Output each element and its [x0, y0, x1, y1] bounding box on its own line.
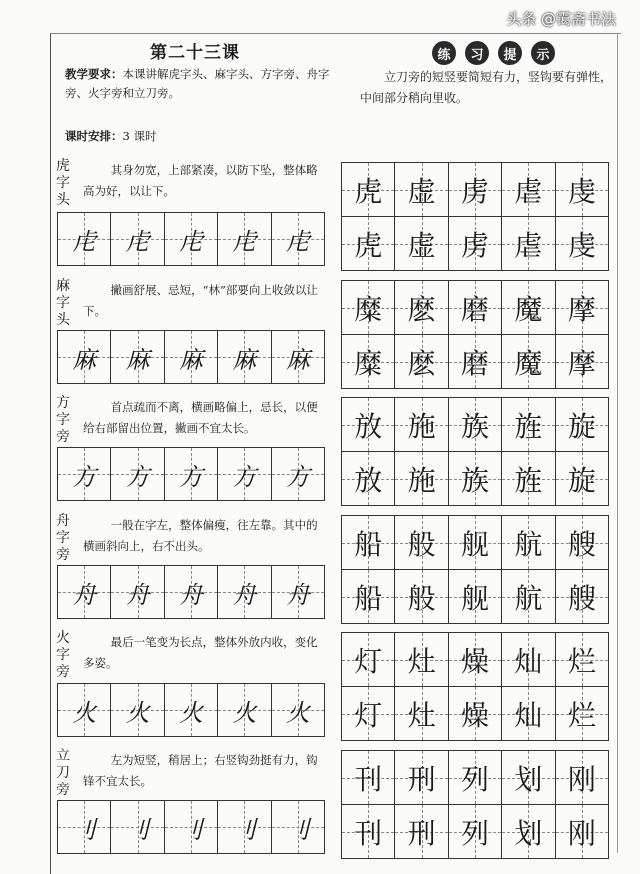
example-character: 旌: [514, 463, 543, 497]
radical-glyph: 麻: [179, 345, 204, 374]
radical-glyph: 方: [72, 462, 97, 491]
grid-cell: [165, 684, 218, 736]
grid-cell: [449, 570, 502, 623]
radical-glyph: 虍: [72, 227, 97, 256]
radical-glyph: 刂: [125, 815, 150, 844]
example-character: 虏: [461, 174, 490, 208]
example-row: [342, 281, 608, 335]
example-character: 族: [461, 463, 490, 497]
tips-badge: 习: [465, 41, 489, 65]
example-characters-grid: [341, 632, 609, 741]
grid-cell: [556, 452, 608, 505]
grid-cell: [449, 452, 502, 505]
grid-cell: [556, 281, 608, 334]
radical-glyph: 火: [72, 698, 97, 727]
grid-cell: [342, 335, 395, 388]
grid-cell: [58, 213, 111, 265]
radical-glyph: 火: [125, 698, 150, 727]
grid-cell: [556, 805, 608, 858]
grid-cell: [342, 805, 395, 858]
radical-label: 火字旁: [56, 630, 70, 680]
example-character: 船: [354, 527, 383, 561]
radical-practice-row: [57, 800, 325, 854]
radical-glyph: 虍: [125, 227, 150, 256]
example-character: 航: [514, 527, 543, 561]
grid-cell: [502, 335, 555, 388]
example-character: 虔: [567, 228, 596, 262]
example-character: 舰: [461, 527, 490, 561]
example-character: 糜: [354, 346, 383, 380]
example-character: 旋: [567, 409, 596, 443]
example-character: 舰: [461, 581, 490, 615]
radical-glyph: 麻: [125, 345, 150, 374]
grid-cell: [342, 751, 395, 804]
grid-cell: [502, 751, 555, 804]
lesson-title: 第二十三课: [150, 43, 240, 63]
radical-glyph: 方: [179, 462, 204, 491]
grid-cell: [111, 684, 164, 736]
grid-cell: [342, 633, 395, 686]
example-characters-grid: [341, 162, 609, 271]
grid-cell: [395, 805, 448, 858]
radical-glyph: 麻: [72, 345, 97, 374]
grid-cell: [165, 566, 218, 618]
grid-cell: [449, 751, 502, 804]
example-character: 虐: [514, 228, 543, 262]
example-character: 麽: [407, 346, 436, 380]
example-character: 列: [461, 762, 490, 796]
grid-cell: [342, 398, 395, 451]
example-character: 虎: [354, 174, 383, 208]
grid-cell: [395, 452, 448, 505]
grid-cell: [272, 801, 324, 853]
grid-cell: [272, 448, 324, 500]
grid-cell: [449, 633, 502, 686]
grid-cell: [58, 566, 111, 618]
tips-badge: 练: [432, 41, 456, 65]
example-character: 施: [407, 463, 436, 497]
example-character: 刑: [407, 762, 436, 796]
example-character: 磨: [461, 292, 490, 326]
example-character: 刑: [407, 816, 436, 850]
grid-cell: [342, 163, 395, 216]
grid-cell: [395, 398, 448, 451]
grid-cell: [218, 213, 271, 265]
example-character: 列: [461, 816, 490, 850]
example-character: 磨: [461, 346, 490, 380]
tips-badge: 示: [531, 41, 555, 65]
radical-glyph: 刂: [232, 815, 257, 844]
radical-glyph: 麻: [285, 345, 310, 374]
grid-cell: [58, 331, 111, 383]
grid-cell: [272, 684, 324, 736]
grid-cell: [165, 801, 218, 853]
grid-cell: [342, 452, 395, 505]
grid-cell: [342, 570, 395, 623]
example-row: [342, 516, 608, 570]
grid-cell: [395, 687, 448, 740]
radical-glyph: 虍: [179, 227, 204, 256]
radical-glyph: 方: [285, 462, 310, 491]
grid-cell: [111, 448, 164, 500]
radical-practice-row: [57, 447, 325, 501]
grid-cell: [449, 217, 502, 270]
radical-practice-row: [57, 683, 325, 737]
radical-glyph: 刂: [179, 815, 204, 844]
example-row: [342, 570, 608, 623]
grid-cell: [395, 633, 448, 686]
example-character: 划: [514, 816, 543, 850]
example-character: 烂: [567, 644, 596, 678]
radical-glyph: 虍: [285, 227, 310, 256]
example-character: 虚: [407, 228, 436, 262]
example-character: 摩: [567, 292, 596, 326]
radical-label: 麻字头: [56, 278, 70, 328]
grid-cell: [449, 163, 502, 216]
radical-glyph: 方: [232, 462, 257, 491]
grid-cell: [111, 331, 164, 383]
grid-cell: [218, 566, 271, 618]
grid-cell: [395, 163, 448, 216]
grid-cell: [342, 687, 395, 740]
radical-glyph: 麻: [232, 345, 257, 374]
example-row: [342, 687, 608, 740]
tips-badge: 提: [498, 41, 522, 65]
example-character: 灿: [514, 698, 543, 732]
example-character: 摩: [567, 346, 596, 380]
radical-glyph: 虍: [232, 227, 257, 256]
example-character: 麽: [407, 292, 436, 326]
grid-cell: [556, 163, 608, 216]
example-character: 虔: [567, 174, 596, 208]
example-character: 放: [354, 409, 383, 443]
grid-cell: [218, 331, 271, 383]
example-character: 糜: [354, 292, 383, 326]
radical-description: 撇画舒展、忌短，“林”部要向上收敛以让下。: [83, 283, 318, 318]
radical-glyph: 刂: [285, 815, 310, 844]
grid-cell: [395, 570, 448, 623]
page-border-right: [617, 33, 618, 853]
grid-cell: [342, 516, 395, 569]
example-character: 航: [514, 581, 543, 615]
example-character: 烂: [567, 698, 596, 732]
grid-cell: [502, 452, 555, 505]
grid-cell: [111, 801, 164, 853]
grid-cell: [556, 633, 608, 686]
grid-cell: [502, 398, 555, 451]
grid-cell: [272, 331, 324, 383]
grid-cell: [395, 751, 448, 804]
example-characters-grid: [341, 280, 609, 389]
example-character: 灯: [354, 698, 383, 732]
radical-glyph: 方: [125, 462, 150, 491]
example-row: [342, 452, 608, 505]
radical-description: 首点疏而不离，横画略偏上，忌长，以便给右部留出位置，撇画不宜太长。: [83, 400, 318, 435]
example-character: 虎: [354, 228, 383, 262]
radical-glyph: 火: [285, 698, 310, 727]
grid-cell: [502, 633, 555, 686]
radical-glyph: 刂: [72, 815, 97, 844]
radical-description: 最后一笔变为长点，整体外放内收，变化多姿。: [83, 635, 318, 670]
example-row: [342, 751, 608, 805]
example-row: [342, 335, 608, 388]
grid-cell: [556, 516, 608, 569]
watermark: 头条 @霭斋书法: [506, 10, 616, 28]
grid-cell: [218, 684, 271, 736]
example-character: 艘: [567, 581, 596, 615]
grid-cell: [449, 335, 502, 388]
radical-description: 一般在字左，整体偏瘦，往左靠。其中的横画斜向上，右不出头。: [83, 518, 318, 553]
grid-cell: [58, 684, 111, 736]
grid-cell: [342, 281, 395, 334]
practice-tips-heading: [432, 41, 555, 65]
example-character: 旋: [567, 463, 596, 497]
example-character: 般: [407, 581, 436, 615]
example-characters-grid: [341, 515, 609, 624]
grid-cell: [272, 566, 324, 618]
example-character: 刚: [567, 762, 596, 796]
teaching-requirements: [65, 65, 340, 103]
grid-cell: [218, 448, 271, 500]
example-character: 虚: [407, 174, 436, 208]
grid-cell: [502, 570, 555, 623]
grid-cell: [395, 516, 448, 569]
radical-practice-row: [57, 212, 325, 266]
example-characters-grid: [341, 750, 609, 859]
grid-cell: [449, 805, 502, 858]
example-character: 般: [407, 527, 436, 561]
grid-cell: [449, 398, 502, 451]
radical-label: 方字旁: [56, 395, 70, 445]
grid-cell: [58, 801, 111, 853]
schedule-label: 课时安排：: [65, 129, 123, 143]
radical-label: 立刀旁: [56, 748, 70, 798]
example-character: 灿: [514, 644, 543, 678]
example-character: 刊: [354, 816, 383, 850]
grid-cell: [58, 448, 111, 500]
grid-cell: [556, 398, 608, 451]
grid-cell: [449, 516, 502, 569]
grid-cell: [165, 448, 218, 500]
grid-cell: [556, 217, 608, 270]
grid-cell: [556, 751, 608, 804]
example-character: 放: [354, 463, 383, 497]
example-character: 虏: [461, 228, 490, 262]
grid-cell: [395, 335, 448, 388]
example-character: 船: [354, 581, 383, 615]
example-character: 旌: [514, 409, 543, 443]
example-row: [342, 217, 608, 270]
example-character: 刚: [567, 816, 596, 850]
radical-practice-row: [57, 330, 325, 384]
grid-cell: [502, 281, 555, 334]
example-character: 虐: [514, 174, 543, 208]
grid-cell: [165, 213, 218, 265]
grid-cell: [502, 217, 555, 270]
example-characters-grid: [341, 397, 609, 506]
example-character: 刊: [354, 762, 383, 796]
grid-cell: [449, 281, 502, 334]
requirements-label: 教学要求：: [65, 67, 123, 81]
grid-cell: [342, 217, 395, 270]
grid-cell: [111, 566, 164, 618]
radical-label: 舟字旁: [56, 513, 70, 563]
grid-cell: [502, 805, 555, 858]
grid-cell: [218, 801, 271, 853]
grid-cell: [502, 687, 555, 740]
example-row: [342, 633, 608, 687]
example-character: 燥: [461, 644, 490, 678]
example-character: 族: [461, 409, 490, 443]
grid-cell: [502, 163, 555, 216]
grid-cell: [272, 213, 324, 265]
grid-cell: [395, 281, 448, 334]
radical-glyph: 舟: [232, 580, 257, 609]
example-character: 魔: [514, 346, 543, 380]
radical-description: 左为短竖，稍居上；右竖钩劲挺有力，钩锋不宜太长。: [83, 753, 318, 788]
grid-cell: [165, 331, 218, 383]
grid-cell: [111, 213, 164, 265]
example-character: 艘: [567, 527, 596, 561]
example-character: 施: [407, 409, 436, 443]
example-row: [342, 163, 608, 217]
grid-cell: [449, 687, 502, 740]
radical-description: 其身勿宽，上部紧凑，以防下坠，整体略高为好，以让下。: [83, 163, 318, 198]
radical-glyph: 舟: [179, 580, 204, 609]
grid-cell: [556, 570, 608, 623]
example-character: 划: [514, 762, 543, 796]
radical-glyph: 火: [179, 698, 204, 727]
example-character: 灯: [354, 644, 383, 678]
grid-cell: [395, 217, 448, 270]
radical-label: 虎字头: [56, 158, 70, 208]
grid-cell: [556, 687, 608, 740]
example-character: 魔: [514, 292, 543, 326]
example-row: [342, 805, 608, 858]
schedule: [65, 128, 156, 144]
example-row: [342, 398, 608, 452]
radical-glyph: 火: [232, 698, 257, 727]
practice-tips-text: 立刀旁的短竖要简短有力，竖钩要有弹性，中间部分稍向里收。: [360, 70, 613, 105]
example-character: 灶: [407, 698, 436, 732]
requirements-text: 本课讲解虎字头、麻字头、方字旁、舟字旁、火字旁和立刀旁。: [65, 67, 330, 100]
example-character: 灶: [407, 644, 436, 678]
radical-glyph: 舟: [125, 580, 150, 609]
grid-cell: [556, 335, 608, 388]
radical-glyph: 舟: [72, 580, 97, 609]
radical-practice-row: [57, 565, 325, 619]
grid-cell: [502, 516, 555, 569]
example-character: 燥: [461, 698, 490, 732]
schedule-value: 3 课时: [122, 129, 157, 143]
radical-glyph: 舟: [285, 580, 310, 609]
